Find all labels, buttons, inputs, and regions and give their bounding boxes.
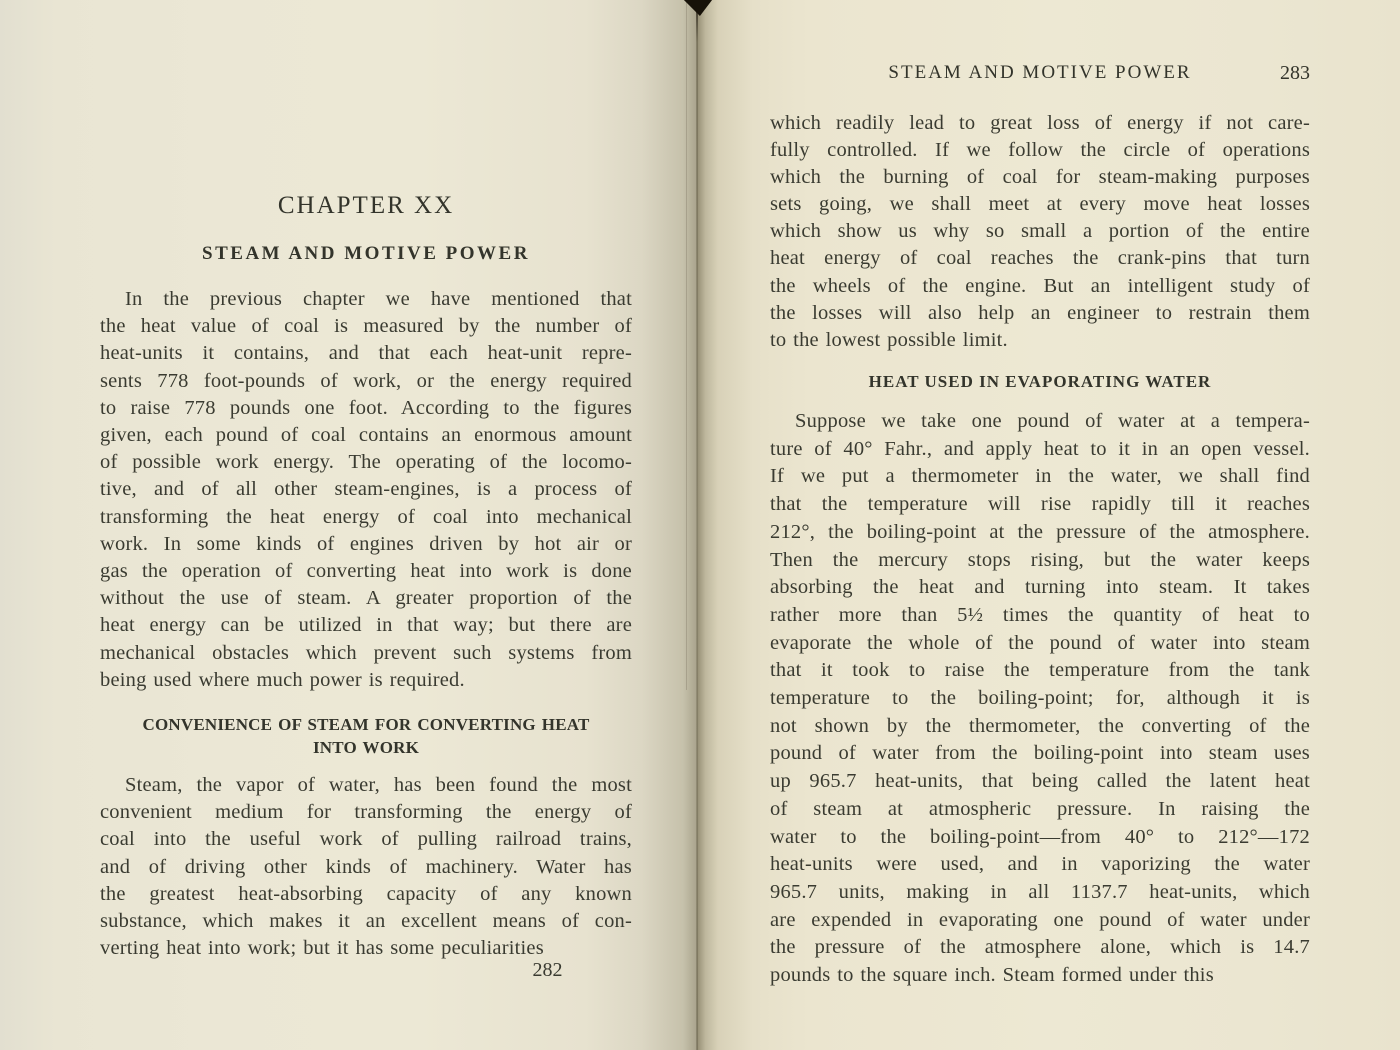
text-line: CONVENIENCE OF STEAM FOR CONVERTING HEAT <box>142 715 590 734</box>
text-line: rather more than 5½ times the quantity of heat to <box>770 603 1310 626</box>
text-line: that the temperature will rise rapidly till it reaches <box>770 493 1310 516</box>
text-line: to raise 778 pounds one foot. According to the figures <box>100 396 632 419</box>
left-page-paragraph-1 <box>100 286 632 694</box>
chapter-heading: CHAPTER XX <box>277 192 455 219</box>
text-line: heat-units were used, and in vaporizing the water <box>770 853 1310 876</box>
left-page-section-heading <box>100 714 632 759</box>
text-line: 965.7 units, making in all 1137.7 heat-units, which <box>770 880 1310 903</box>
text-line: to the lowest possible limit. <box>770 328 1008 351</box>
chapter-subtitle: STEAM AND MOTIVE POWER <box>202 243 530 264</box>
text-line: are expended in evaporating one pound of water under <box>770 908 1310 931</box>
text-line: which readily lead to great loss of energy if not care- <box>770 112 1310 134</box>
page-crease <box>686 0 687 690</box>
text-line: that it took to raise the temperature from the tank <box>770 659 1310 682</box>
text-line: without the use of steam. A greater proportion of the <box>100 587 632 610</box>
text-line: work. In some kinds of engines driven by hot air or <box>100 532 632 555</box>
text-line: temperature to the boiling-point; for, although it is <box>770 687 1310 710</box>
text-line: the wheels of the engine. But an intelligent study of <box>770 274 1310 297</box>
text-line: Then the mercury stops rising, but the water keeps <box>770 548 1310 571</box>
text-line: If we put a thermometer in the water, we shall find <box>770 465 1310 488</box>
text-line: fully controlled. If we follow the circle of operations <box>770 139 1310 162</box>
text-line: sents 778 foot-pounds of work, or the energy required <box>100 369 632 392</box>
text-line: Steam, the vapor of water, has been found the most <box>125 774 632 796</box>
text-line: heat energy of coal reaches the crank-pins that turn <box>770 247 1310 270</box>
text-line: which show us why so small a portion of the entire <box>770 220 1310 243</box>
text-line: the greatest heat-absorbing capacity of any known <box>100 882 632 905</box>
text-line: of steam at atmospheric pressure. In raising the <box>770 797 1310 820</box>
text-line: Suppose we take one pound of water at a tempera- <box>795 410 1310 432</box>
text-line: the heat value of coal is measured by the number of <box>100 315 632 338</box>
left-page <box>0 0 697 1050</box>
running-header: STEAM AND MOTIVE POWER <box>888 62 1192 83</box>
text-line: not shown by the thermometer, the converting of the <box>770 714 1310 737</box>
right-page-number: 283 <box>1280 62 1310 84</box>
text-line: pounds to the square inch. Steam formed under this <box>770 964 1214 987</box>
text-line: up 965.7 heat-units, that being called the latent heat <box>770 770 1310 793</box>
text-line: evaporate the whole of the pound of water into steam <box>770 631 1310 654</box>
text-line: given, each pound of coal contains an enormous amount <box>100 424 632 447</box>
text-line: the losses will also help an engineer to restrain them <box>770 301 1310 324</box>
text-line: transforming the heat energy of coal into mechanical <box>100 505 632 528</box>
text-line: being used where much power is required. <box>100 668 465 691</box>
text-line: sets going, we shall meet at every move heat losses <box>770 193 1310 216</box>
text-line: of possible work energy. The operating of the locomo- <box>100 451 632 474</box>
text-line: 212°, the boiling-point at the pressure of the atmosphere. <box>770 520 1310 543</box>
text-line: and of driving other kinds of machinery. Water has <box>100 855 632 878</box>
text-line: tive, and of all other steam-engines, is a process of <box>100 478 632 501</box>
text-line: heat-units it contains, and that each heat-unit repre- <box>100 342 632 365</box>
right-page-paragraph-2 <box>770 408 1310 990</box>
text-line: ture of 40° Fahr., and apply heat to it in an open vessel. <box>770 437 1310 460</box>
left-page-number: 282 <box>532 959 563 981</box>
text-line: gas the operation of converting heat into work is done <box>100 560 632 583</box>
text-line: substance, which makes it an excellent means of con- <box>100 910 632 933</box>
right-page-paragraph-1 <box>770 110 1310 354</box>
text-line: pound of water from the boiling-point into steam uses <box>770 742 1310 765</box>
left-page-paragraph-2 <box>100 772 632 962</box>
text-line: INTO WORK <box>312 737 420 757</box>
text-line: the pressure of the atmosphere alone, which is 14.7 <box>770 936 1310 959</box>
gutter-fold-line <box>696 0 698 1050</box>
text-line: coal into the useful work of pulling railroad trains, <box>100 828 632 851</box>
text-line: heat energy can be utilized in that way; but there are <box>100 614 632 637</box>
text-line: convenient medium for transforming the energy of <box>100 801 632 824</box>
right-page-section-heading: HEAT USED IN EVAPORATING WATER <box>868 372 1212 391</box>
text-line: which the burning of coal for steam-making purposes <box>770 166 1310 189</box>
text-line: verting heat into work; but it has some peculiarities <box>100 937 544 960</box>
text-line: absorbing the heat and turning into steam. It takes <box>770 576 1310 599</box>
right-page <box>697 0 1400 1050</box>
text-line: mechanical obstacles which prevent such systems from <box>100 641 632 664</box>
text-line: water to the boiling-point—from 40° to 212°—172 <box>770 825 1310 848</box>
text-line: In the previous chapter we have mentioned that <box>125 288 632 310</box>
